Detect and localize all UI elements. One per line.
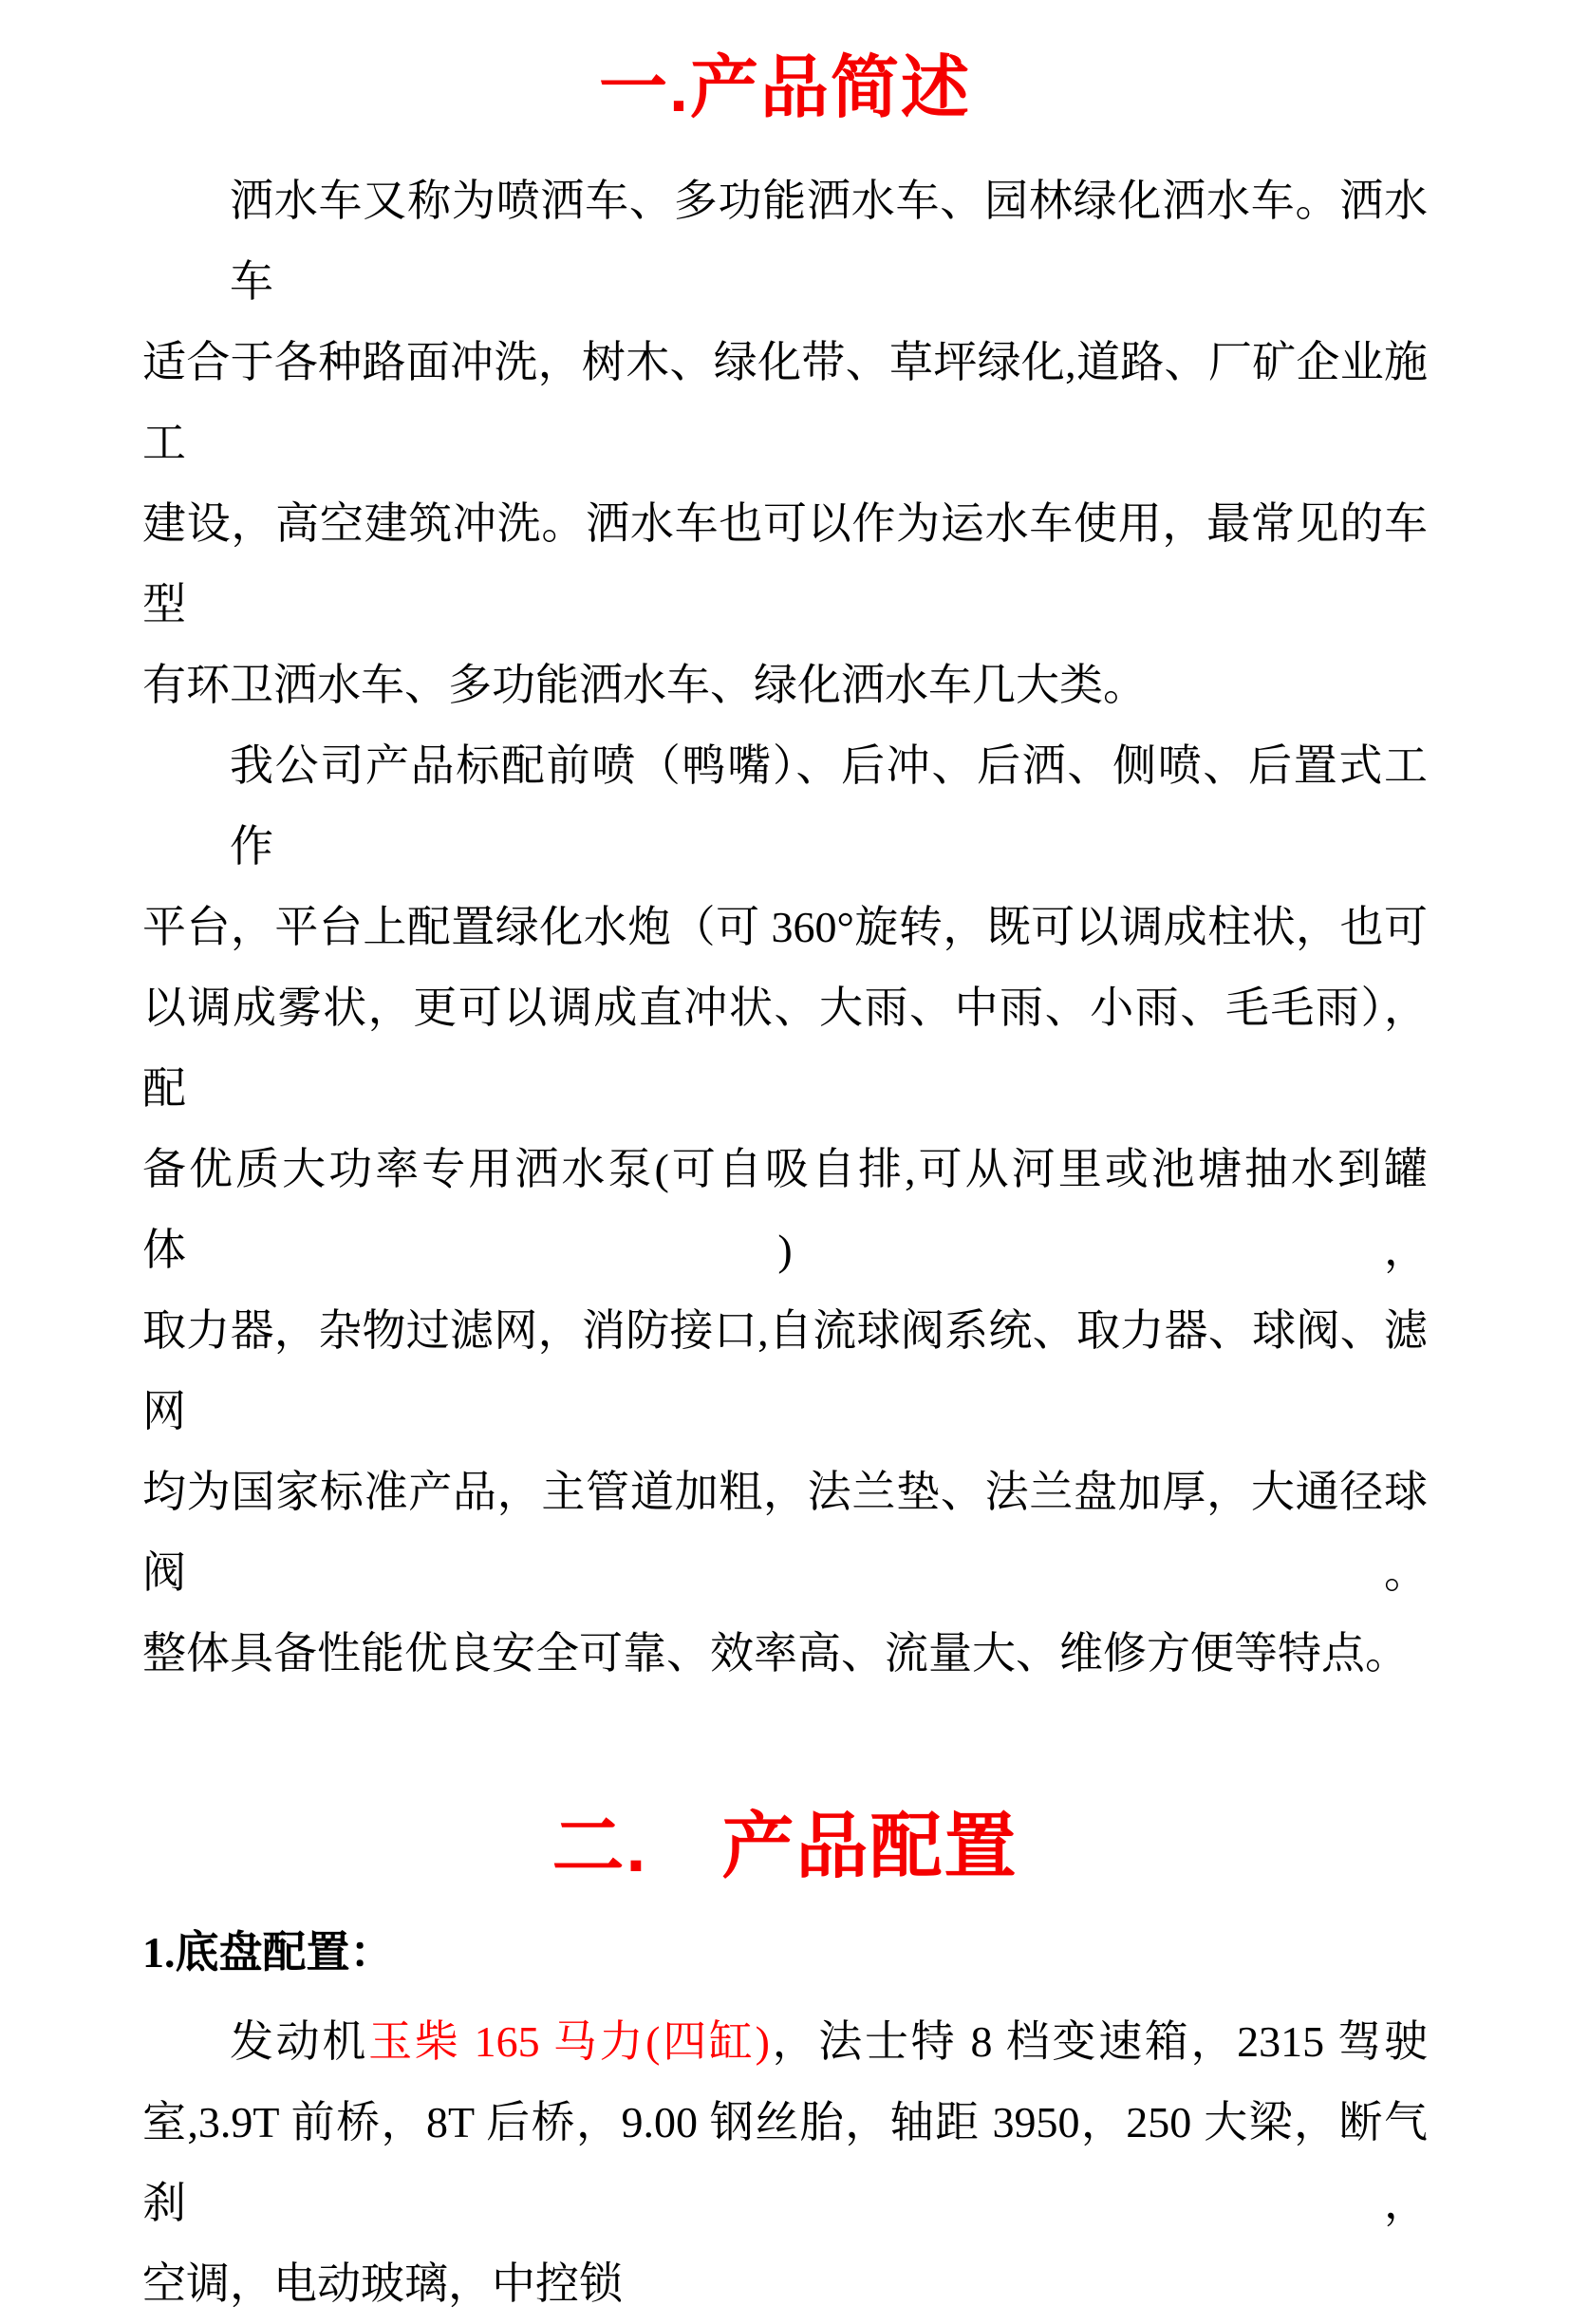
section1-paragraph2: [142, 725, 1428, 1694]
section2-paragraph: [142, 2001, 1428, 2324]
paragraph-line: 建设，高空建筑冲洗。洒水车也可以作为运水车使用，最常见的车型: [142, 499, 1428, 628]
paragraph-line: 整体具备性能优良安全可靠、效率高、流量大、维修方便等特点。: [142, 1629, 1409, 1677]
section1-paragraph1: [142, 160, 1428, 725]
engine-text-black: 发动机: [230, 2017, 369, 2066]
paragraph-line: 均为国家标准产品，主管道加粗，法兰垫、法兰盘加厚，大通径球阀。: [142, 1468, 1428, 1597]
gearbox-text-black: ，法士特 8 档变速箱，2315 驾驶: [769, 2017, 1429, 2066]
paragraph-line: 洒水车又称为喷洒车、多功能洒水车、园林绿化洒水车。洒水车: [230, 177, 1428, 306]
paragraph-line: 取力器，杂物过滤网，消防接口,自流球阀系统、取力器、球阀、滤网: [142, 1306, 1428, 1435]
paragraph-line: 平台，平台上配置绿化水炮（可 360°旋转，既可以调成柱状，也可: [142, 903, 1428, 951]
paragraph-line: 空调，电动玻璃，中控锁: [142, 2259, 623, 2308]
chassis-config-subheading: 1.底盘配置：: [142, 1928, 394, 1977]
section2-title: 二. 产品配置: [551, 1807, 1019, 1887]
paragraph-line: 适合于各种路面冲洗，树木、绿化带、草坪绿化,道路、厂矿企业施工: [142, 338, 1428, 467]
paragraph-line: 以调成雾状，更可以调成直冲状、大雨、中雨、小雨、毛毛雨），配: [142, 984, 1428, 1113]
engine-spec-highlight: 玉柴 165 马力(四缸): [368, 2017, 770, 2066]
paragraph-line: [142, 2001, 1428, 2082]
paragraph-line: 备优质大功率专用洒水泵(可自吸自排,可从河里或池塘抽水到罐体)，: [142, 1145, 1428, 1274]
section1-title: 一.产品简述: [598, 50, 971, 126]
paragraph-line: 有环卫洒水车、多功能洒水车、绿化洒水车几大类。: [142, 661, 1147, 709]
paragraph-line: 室,3.9T 前桥，8T 后桥，9.00 钢丝胎，轴距 3950，250 大梁，断气刹，: [142, 2098, 1428, 2227]
paragraph-line: 我公司产品标配前喷（鸭嘴）、后冲、后洒、侧喷、后置式工作: [230, 741, 1428, 871]
